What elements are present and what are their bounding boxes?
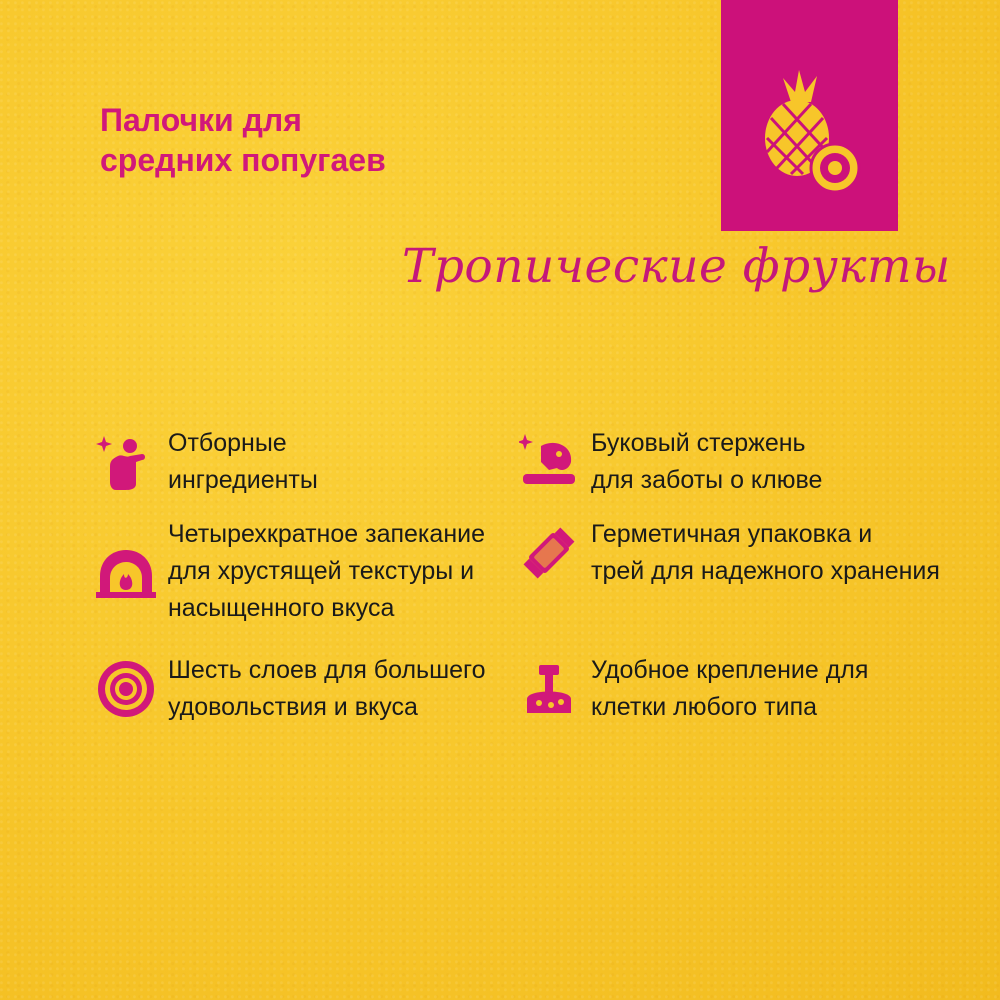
feature-text — [591, 652, 868, 726]
product-title — [100, 100, 386, 180]
feature-layers — [96, 652, 486, 726]
feature-line: ингредиенты — [168, 466, 318, 494]
feature-line: Отборные — [168, 429, 287, 457]
feature-text — [168, 652, 486, 726]
flavor-name: Тропические фрукты — [402, 239, 951, 294]
feature-line: для заботы о клюве — [591, 466, 823, 494]
flavor-badge — [721, 0, 898, 231]
feature-line: Удобное крепление для — [591, 656, 869, 684]
feature-ingredients — [96, 425, 318, 499]
product-title-line-2: средних попугаев — [100, 142, 386, 178]
feature-line: Четырехкратное запекание — [168, 520, 485, 548]
feature-line: удовольствия и вкуса — [168, 693, 418, 721]
feature-text — [591, 425, 822, 499]
feature-line: насыщенного вкуса — [168, 594, 395, 622]
feature-line: Буковый стержень — [591, 429, 806, 457]
feature-line: клетки любого типа — [591, 693, 818, 721]
feature-line: для хрустящей текстуры и — [168, 557, 475, 585]
feature-text — [168, 425, 318, 499]
feature-line: трей для надежного хранения — [591, 557, 940, 585]
parrot-beak-icon — [519, 432, 579, 492]
feature-packaging — [519, 516, 940, 590]
feature-text — [591, 516, 940, 590]
cage-mount-icon — [519, 659, 579, 719]
oven-fire-icon — [96, 542, 156, 602]
feature-line: Шесть слоев для большего — [168, 656, 486, 684]
feature-baking — [96, 516, 485, 627]
product-title-line-1: Палочки для — [100, 102, 302, 138]
layers-circle-icon — [96, 659, 156, 719]
feature-beech-core — [519, 425, 822, 499]
feature-text — [168, 516, 485, 627]
hand-gem-icon — [96, 432, 156, 492]
feature-mount — [519, 652, 868, 726]
sealed-pack-icon — [519, 523, 579, 583]
pineapple-kiwi-icon — [761, 68, 861, 194]
feature-line: Герметичная упаковка и — [591, 520, 873, 548]
